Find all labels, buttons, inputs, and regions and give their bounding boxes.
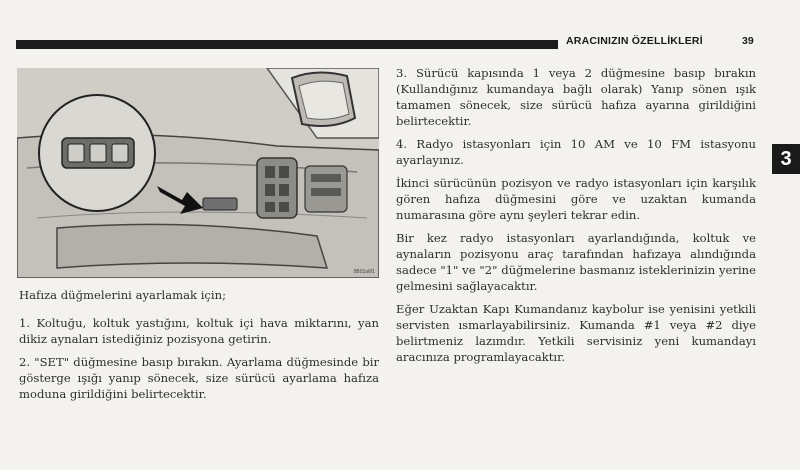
page-number: 39 (742, 35, 754, 47)
instruction-step-2: 2. "SET" düğmesine basıp bırakın. Ayarlama düğmesinde bir gösterge ışığı yanıp sönecek, size sürücü ayarlama hafıza moduna girildiğini belirtecektir. (19, 355, 379, 401)
second-driver-paragraph: İkinci sürücünün pozisyon ve radyo istasyonları için karşılık gören hafıza düğmesini göre ve uzaktan kumanda numarasına göre aynı şeyleri tekrar edin. (396, 176, 756, 222)
figure-caption: Hafıza düğmelerini ayarlamak için; (19, 288, 227, 302)
door-panel-drawing (17, 68, 379, 278)
figure-code: 9B01a6f1 (353, 269, 375, 275)
instruction-step-3: 3. Sürücü kapısında 1 veya 2 düğmesine basıp bırakın (Kullandığınız kumandaya bağlı olarak) Yanıp sönen ışık tamamen sönecek, size sürücü hafıza ayarına girildiğini belirtecektir. (396, 66, 756, 128)
instruction-step-1: 1. Koltuğu, koltuk yastığını, koltuk içi hava miktarını, yan dikiz aynaları istediğiniz pozisyona getirin. (19, 316, 379, 346)
page-header-title: ARACINIZIN ÖZELLİKLERİ (566, 35, 703, 47)
header-rule (16, 40, 558, 49)
right-column (396, 65, 756, 372)
remote-lost-paragraph: Eğer Uzaktan Kapı Kumandanız kaybolur ise yenisini yetkili servisten ısmarlayabilirsiniz. Kumanda #1 veya #2 diye belirtmeniz lazımdır. Yetkili servisiniz yeni kumandayı aracınıza programlayacaktır. (396, 302, 756, 364)
memory-usage-paragraph: Bir kez radyo istasyonları ayarlandığında, koltuk ve aynaların pozisyonu araç tarafından hafızaya alındığında sadece "1" ve "2" düğmelerine basmanız isteklerinizin yerine gelmesini sağlayacaktır. (396, 231, 756, 293)
door-panel-illustration (17, 68, 379, 278)
instruction-step-4: 4. Radyo istasyonları için 10 AM ve 10 FM istasyonu ayarlayınız. (396, 137, 756, 167)
chapter-tab: 3 (772, 144, 800, 174)
left-column (19, 287, 379, 409)
